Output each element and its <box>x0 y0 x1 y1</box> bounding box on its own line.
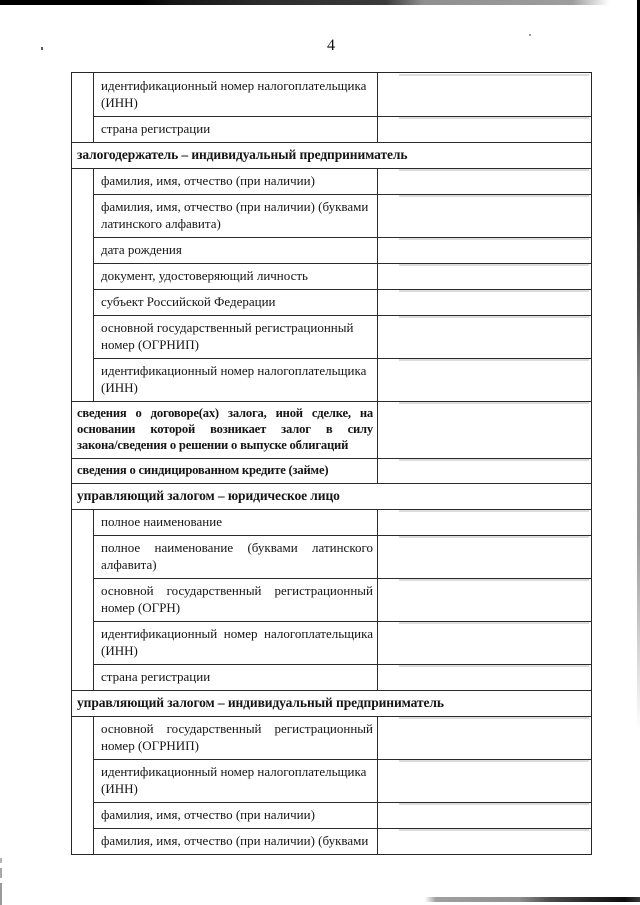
label-line: документ, удостоверяющий личность <box>101 268 308 283</box>
row-indent-cell <box>72 509 94 535</box>
label-line: страна регистрации <box>101 121 211 136</box>
page-number: 4 <box>327 37 335 54</box>
label-line: закона/сведения о решении о выпуске облигаций <box>77 438 349 452</box>
row-value-cell <box>378 73 591 116</box>
row-indent-cell <box>72 263 94 289</box>
table-row <box>72 802 591 828</box>
row-label <box>94 73 378 116</box>
row-value-cell <box>378 759 591 802</box>
row-indent-cell <box>72 621 94 664</box>
row-value-cell <box>378 315 591 358</box>
row-value-cell <box>378 358 591 401</box>
table-row <box>72 194 591 237</box>
table-row <box>72 237 591 263</box>
table-row <box>72 168 591 194</box>
row-label <box>94 358 378 401</box>
row-value-cell <box>378 716 591 759</box>
row-value-cell <box>378 828 591 854</box>
label-line: субъект Российской Федерации <box>101 294 276 309</box>
label-line: дата рождения <box>101 242 182 257</box>
row-value-cell <box>378 664 591 690</box>
row-indent-cell <box>72 168 94 194</box>
table-row <box>72 578 591 621</box>
table-row <box>72 716 591 759</box>
scan-artifact-top-bar <box>0 0 622 5</box>
row-value-cell <box>378 237 591 263</box>
row-label <box>94 535 378 578</box>
row-label <box>94 578 378 621</box>
row-label <box>72 401 378 458</box>
row-indent-cell <box>72 358 94 401</box>
table-row <box>72 263 591 289</box>
label-line: фамилия, имя, отчество (при наличии) <box>101 173 315 188</box>
label-line: страна регистрации <box>101 669 211 684</box>
row-value-cell <box>378 578 591 621</box>
section-header-row <box>72 483 591 509</box>
table-row <box>72 358 591 401</box>
row-label <box>94 168 378 194</box>
label-line: основной государственный регистрационный <box>101 320 354 335</box>
row-value-cell <box>378 401 591 458</box>
row-label <box>94 828 378 854</box>
label-line: идентификационный номер налогоплательщика <box>101 764 367 779</box>
section-header-row <box>72 142 591 168</box>
row-indent-cell <box>72 535 94 578</box>
row-label <box>94 759 378 802</box>
section-header-label <box>72 690 591 716</box>
table-row <box>72 535 591 578</box>
row-value-cell <box>378 621 591 664</box>
section-header-row <box>72 690 591 716</box>
table-row <box>72 621 591 664</box>
row-label <box>94 237 378 263</box>
row-value-cell <box>378 116 591 142</box>
label-line: сведения о договоре(ах) залога, иной сделке, на <box>77 406 373 420</box>
row-indent-cell <box>72 289 94 315</box>
label-line: номер (ОГРН) <box>101 600 181 615</box>
row-label <box>94 664 378 690</box>
row-indent-cell <box>72 578 94 621</box>
row-indent-cell <box>72 716 94 759</box>
table-row <box>72 401 591 458</box>
label-line: (ИНН) <box>101 95 138 110</box>
table-row <box>72 828 591 854</box>
row-value-cell <box>378 289 591 315</box>
row-indent-cell <box>72 73 94 116</box>
label-line: (ИНН) <box>101 380 138 395</box>
label-line: сведения о синдицированном кредите (займе) <box>77 463 329 477</box>
scan-artifact-left-dash <box>0 883 2 905</box>
row-label <box>94 716 378 759</box>
scan-artifact-left-dash <box>0 868 2 878</box>
row-indent-cell <box>72 664 94 690</box>
row-value-cell <box>378 509 591 535</box>
table-row <box>72 759 591 802</box>
table-row <box>72 73 591 116</box>
row-value-cell <box>378 263 591 289</box>
row-indent-cell <box>72 802 94 828</box>
row-label <box>94 263 378 289</box>
row-indent-cell <box>72 315 94 358</box>
table-row <box>72 289 591 315</box>
label-line: основании которой возникает залог в силу <box>77 422 373 436</box>
scan-artifact-speck <box>529 34 531 36</box>
table-row <box>72 315 591 358</box>
label-line: фамилия, имя, отчество (при наличии) (буквами <box>101 833 369 848</box>
label-line: полное наименование (буквами латинского <box>101 540 373 555</box>
label-line: номер (ОГРНИП) <box>101 738 199 753</box>
row-indent-cell <box>72 116 94 142</box>
row-label <box>94 116 378 142</box>
section-header-label <box>72 142 591 168</box>
label-line: фамилия, имя, отчество (при наличии) <box>101 807 315 822</box>
label-line: латинского алфавита) <box>101 216 221 231</box>
table-row <box>72 509 591 535</box>
table-row <box>72 664 591 690</box>
label-line: номер (ОГРНИП) <box>101 337 199 352</box>
row-label <box>94 509 378 535</box>
label-line: основной государственный регистрационный <box>101 721 373 736</box>
label-line: (ИНН) <box>101 643 138 658</box>
label-line: управляющий залогом – индивидуальный предприниматель <box>77 695 444 710</box>
row-label <box>94 289 378 315</box>
row-label <box>94 315 378 358</box>
row-label <box>94 802 378 828</box>
label-line: основной государственный регистрационный <box>101 583 373 598</box>
label-line: идентификационный номер налогоплательщика <box>101 363 367 378</box>
row-label <box>94 194 378 237</box>
scan-artifact-bottom-bar <box>425 897 640 902</box>
row-value-cell <box>378 194 591 237</box>
row-label <box>94 621 378 664</box>
label-line: залогодержатель – индивидуальный предприниматель <box>77 147 408 162</box>
row-indent-cell <box>72 828 94 854</box>
row-indent-cell <box>72 237 94 263</box>
label-line: фамилия, имя, отчество (при наличии) (буквами <box>101 199 369 214</box>
label-line: полное наименование <box>101 514 222 529</box>
row-label <box>72 458 378 483</box>
table-row <box>72 458 591 483</box>
row-value-cell <box>378 168 591 194</box>
label-line: управляющий залогом – юридическое лицо <box>77 488 340 503</box>
section-header-label <box>72 483 591 509</box>
registration-form-table <box>71 72 592 855</box>
table-row <box>72 116 591 142</box>
row-indent-cell <box>72 194 94 237</box>
row-value-cell <box>378 458 591 483</box>
label-line: (ИНН) <box>101 781 138 796</box>
label-line: идентификационный номер налогоплательщика <box>101 626 373 641</box>
row-value-cell <box>378 802 591 828</box>
row-value-cell <box>378 535 591 578</box>
scan-artifact-left-dash <box>0 858 2 863</box>
label-line: алфавита) <box>101 557 157 572</box>
label-line: идентификационный номер налогоплательщика <box>101 78 367 93</box>
row-indent-cell <box>72 759 94 802</box>
